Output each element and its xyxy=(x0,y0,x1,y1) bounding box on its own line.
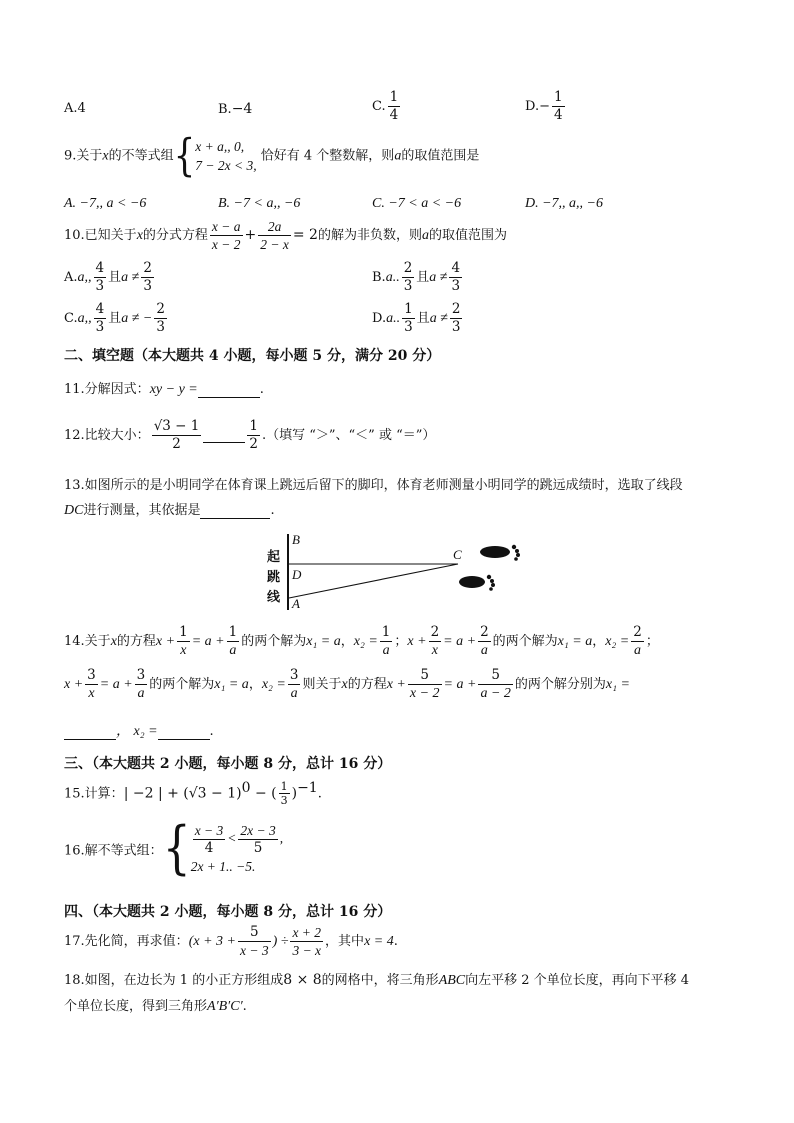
q17-end: . xyxy=(393,934,398,949)
q12-f2-num: 1 xyxy=(249,418,258,434)
q14-eq1-fn: 1 xyxy=(179,624,188,640)
q16-comma: , xyxy=(279,830,284,846)
q9-option-d: D. −7,, a,, −6 xyxy=(525,196,604,211)
point-d-label: D xyxy=(292,567,302,582)
q15-end: . xyxy=(317,786,322,802)
q8-c-fraction xyxy=(388,89,401,124)
q16-frac-1 xyxy=(193,822,226,857)
q16-f2-den: 5 xyxy=(253,840,263,856)
q11 xyxy=(64,378,264,398)
q18-line-1a: 18.如图，在边长为 1 的小正方形组成 xyxy=(64,973,284,988)
q14-eq3-frac-1 xyxy=(85,667,98,702)
q10-plus: + xyxy=(244,227,257,243)
q10-d-pre: a.. xyxy=(386,311,401,326)
q14-p8: 的两个解分别为 xyxy=(514,677,606,692)
q8-b-value: −4 xyxy=(231,101,253,117)
q14-eq2-frac-2 xyxy=(478,624,491,659)
q17-stem: 17.先化简，再求值： xyxy=(64,934,189,949)
q18-abc: ABC xyxy=(438,973,466,988)
q11-answer-blank[interactable] xyxy=(198,383,260,398)
q10-option-a xyxy=(64,260,156,295)
q11-end: . xyxy=(259,382,264,397)
q18-line-2b: . xyxy=(242,999,247,1014)
q10-b-n2: 4 xyxy=(451,260,461,276)
section-3-heading: 三、（本大题共 2 小题，每小题 8 分，总计 16 分） xyxy=(64,756,392,772)
q12-answer-blank[interactable] xyxy=(203,428,245,443)
q15-expr: | −2 | + (√3 − 1) xyxy=(123,785,242,802)
q14-line-3 xyxy=(64,720,214,740)
q9-a-var: a xyxy=(394,148,402,164)
q14-p6: 则关于 xyxy=(302,677,342,692)
q14-s2-sep: ， xyxy=(592,634,606,649)
q14-s2b: x₂ = xyxy=(605,634,630,649)
q14-eq4-m: = a + xyxy=(443,677,477,692)
q15-expr2: − ( xyxy=(250,785,277,802)
q10-a-ne: a ≠ xyxy=(121,270,140,285)
q10-a-pre: a,, xyxy=(77,270,92,285)
fig-start-line-char-3: 线 xyxy=(267,590,281,605)
q9-stem xyxy=(64,130,480,182)
q12-f2-den: 2 xyxy=(249,436,258,452)
q10-a-d1: 3 xyxy=(95,278,105,294)
q12-frac-2 xyxy=(247,418,260,453)
q14-s1bn: 1 xyxy=(381,624,391,640)
q8-d-den: 4 xyxy=(554,107,563,123)
q14-eq2-frac-1 xyxy=(429,624,442,659)
q14-s1-sep: ， xyxy=(340,634,354,649)
q10-d-n2: 2 xyxy=(451,301,461,317)
q14-eq2-fd: x xyxy=(431,643,438,658)
q10-f1-den: x − 2 xyxy=(211,237,241,252)
q14-end: . xyxy=(209,724,214,739)
q10-a-n1: 4 xyxy=(95,260,105,276)
q14-p2: 的方程 xyxy=(116,634,156,649)
q8-b-label: B. xyxy=(218,102,232,117)
q14-line-1 xyxy=(64,624,659,659)
q10-a-var: a xyxy=(421,228,429,243)
q15-exp1: −1 xyxy=(297,780,318,796)
q8-a-value: 4 xyxy=(77,101,86,116)
q14-p3: 的两个解为 xyxy=(241,634,307,649)
q9-system xyxy=(195,137,256,175)
q17-cond: x = 4 xyxy=(364,934,394,949)
q8-option-d xyxy=(525,89,567,124)
q15-fn: 1 xyxy=(280,780,288,794)
q10-b-ne: a ≠ xyxy=(429,270,448,285)
q9-text-1: 9.关于 xyxy=(64,148,103,164)
q10-d-d1: 3 xyxy=(404,319,413,335)
section-4-heading: 四、（本大题共 2 小题，每小题 8 分，总计 16 分） xyxy=(64,904,392,920)
q14-eq4-fd: x − 2 xyxy=(409,686,440,701)
q10-var: x xyxy=(136,228,143,243)
q14-s3b: x₂ = xyxy=(261,677,286,692)
q14-x1-blank[interactable] xyxy=(64,725,116,740)
q10-option-d xyxy=(372,301,464,336)
q9-text-2: 的不等式组 xyxy=(108,148,174,164)
q15-exp0: 0 xyxy=(241,780,251,796)
q10-eq: = 2 xyxy=(292,227,318,243)
q10-d-frac-2 xyxy=(450,301,463,336)
q18-line-1 xyxy=(64,969,689,989)
q9-option-b: B. −7 < a,, −6 xyxy=(218,196,301,211)
q14-x2: ， x₂ = xyxy=(116,724,158,739)
q14-eq3-fd: x xyxy=(88,686,95,701)
q14-p1: 14.关于 xyxy=(64,634,111,649)
q13-seg: DC xyxy=(64,503,84,518)
q16-f1-den: 4 xyxy=(204,840,214,856)
q14-semi-1: ； xyxy=(394,634,408,649)
q14-s1-frac xyxy=(380,624,393,659)
q14-p4: 的两个解为 xyxy=(492,634,558,649)
q10-text-1: 10.已知关于 xyxy=(64,228,137,243)
footprint-upper-icon xyxy=(480,545,520,561)
q16-frac-2 xyxy=(238,822,277,857)
q10-b-frac-2 xyxy=(449,260,462,295)
q14-eq2-fn: 2 xyxy=(430,624,440,640)
q14-eq1-l: x + xyxy=(155,634,176,649)
q9-var: x xyxy=(102,148,109,164)
q14-eq3-l: x + xyxy=(64,677,84,692)
q8-c-num: 1 xyxy=(389,89,399,105)
q14-p7: 的方程 xyxy=(347,677,387,692)
q14-s2bd: a xyxy=(634,643,642,658)
q10-a-frac-1 xyxy=(94,260,107,295)
q18-abc2: A′B′C′ xyxy=(207,999,243,1014)
long-jump-diagram xyxy=(262,530,532,614)
point-b-label: B xyxy=(292,532,300,547)
q10-text-2: 的分式方程 xyxy=(142,228,208,243)
q10-d-ne: a ≠ xyxy=(429,311,448,326)
q13-line-2-text: 进行测量，其依据是 xyxy=(83,503,201,518)
q10-stem xyxy=(64,218,507,253)
q10-d-label: D. xyxy=(372,311,387,326)
q10-f2-num: 2a xyxy=(258,218,291,236)
q14-eq2-m: = a + xyxy=(443,634,477,649)
q17-e2: ) ÷ xyxy=(272,934,289,949)
q8-d-fraction xyxy=(552,89,565,124)
q14-eq3-gd: a xyxy=(137,686,145,701)
q10-c-n1: 4 xyxy=(95,301,105,317)
q13-end: . xyxy=(270,503,275,518)
q13-figure xyxy=(262,530,532,614)
q14-eq4-gd: a − 2 xyxy=(480,686,511,701)
q12 xyxy=(64,418,435,453)
q10-a-mid: 且 xyxy=(108,270,122,285)
q10-a-d2: 3 xyxy=(143,278,152,294)
q15-fd: 3 xyxy=(280,794,288,808)
q10-c-d1: 3 xyxy=(95,319,105,335)
q17-frac-2 xyxy=(290,924,323,959)
q10-f2-den: 2 − x xyxy=(260,237,289,252)
q17-fd: x − 3 xyxy=(239,943,269,958)
q14-eq1-frac-2 xyxy=(227,624,240,659)
q15-stem: 15.计算： xyxy=(64,786,124,802)
q14-eq4-fn: 5 xyxy=(408,667,442,685)
point-a-label: A xyxy=(292,596,300,611)
q14-eq3-gn: 3 xyxy=(136,667,146,683)
q9-option-c: C. −7 < a < −6 xyxy=(372,196,462,211)
q14-line-2 xyxy=(64,667,630,702)
q14-eq3-fn: 3 xyxy=(87,667,96,683)
q14-x1: x₁ = xyxy=(605,677,630,692)
q10-frac-2 xyxy=(258,218,291,253)
q18-line-2a: 个单位长度，得到三角形 xyxy=(64,999,208,1014)
q14-eq1-gn: 1 xyxy=(228,624,238,640)
q14-s3-sep: ， xyxy=(248,677,262,692)
q16 xyxy=(64,815,284,882)
q18-grid: 8 × 8 xyxy=(283,972,322,988)
q14-eq1-fd: x xyxy=(180,643,187,658)
q10-a-n2: 2 xyxy=(143,260,152,276)
q18-line-2 xyxy=(64,995,247,1015)
q10-d-frac-1 xyxy=(402,301,415,336)
q14-eq1-m: = a + xyxy=(191,634,225,649)
q10-d-d2: 3 xyxy=(451,319,461,335)
q14-x-2: x xyxy=(341,677,348,692)
q10-frac-1 xyxy=(210,218,243,253)
q14-s2-frac xyxy=(631,624,644,659)
q14-eq3-frac-2 xyxy=(135,667,148,702)
q10-d-mid: 且 xyxy=(416,311,430,326)
q10-b-d1: 3 xyxy=(403,278,413,294)
q15 xyxy=(64,780,322,807)
q10-c-d2: 3 xyxy=(156,319,165,335)
q11-expr: xy − y = xyxy=(149,382,198,397)
q16-f2-num: 2x − 3 xyxy=(240,823,276,838)
q10-a-label: A. xyxy=(64,270,78,285)
q14-eq2-l: x + xyxy=(407,634,427,649)
q14-s2a: x₁ = a xyxy=(557,634,593,649)
q12-tail: .（填写 “＞”、“＜” 或 “＝”） xyxy=(261,428,436,443)
q14-eq3-m: = a + xyxy=(99,677,133,692)
q14-eq1-gd: a xyxy=(229,643,237,658)
q10-c-mid: 且 xyxy=(108,311,122,326)
q8-c-label: C. xyxy=(372,99,386,114)
q9-text-3: 恰好有 4 个整数解，则 xyxy=(260,148,395,164)
q14-x2-blank[interactable] xyxy=(158,725,210,740)
q16-brace: { xyxy=(162,815,191,882)
q10-c-n2: 2 xyxy=(156,301,165,317)
q8-d-num: 1 xyxy=(554,89,563,105)
fig-start-line-char-2: 跳 xyxy=(267,570,281,585)
q18-line-1b: 的网格中，将三角形 xyxy=(321,973,439,988)
q17-gd: 3 − x xyxy=(292,943,322,958)
q10-text-3: 的解为非负数，则 xyxy=(317,228,422,243)
q10-option-b xyxy=(372,260,464,295)
q17-gn: x + 2 xyxy=(292,925,322,940)
q15-expr3: ) xyxy=(291,785,298,802)
q9-brace: { xyxy=(173,130,196,182)
q13-line-2 xyxy=(64,499,275,519)
q18-line-1c: 向左平移 2 个单位长度，再向下平移 4 xyxy=(465,973,690,988)
q14-eq2-gn: 2 xyxy=(480,624,489,640)
q14-eq1-frac-1 xyxy=(177,624,190,659)
q10-option-c xyxy=(64,301,169,336)
q9-option-a: A. −7,, a < −6 xyxy=(64,196,147,211)
q17 xyxy=(64,924,398,959)
q10-c-frac-1 xyxy=(94,301,107,336)
q9-line-1: x + a,, 0, xyxy=(195,139,245,154)
q8-d-label: D. xyxy=(525,99,540,114)
q17-fn: 5 xyxy=(238,924,271,942)
q10-c-frac-2 xyxy=(154,301,167,336)
q14-eq4-gn: 5 xyxy=(478,667,512,685)
q14-s3bd: a xyxy=(290,686,298,701)
q9-line-2: 7 − 2x < 3, xyxy=(195,158,257,173)
q14-s3a: x₁ = a xyxy=(214,677,249,692)
q14-semi-2: ； xyxy=(645,634,659,649)
q10-c-label: C. xyxy=(64,311,78,326)
q12-f1-num: √3 − 1 xyxy=(153,418,200,434)
q14-eq4-frac-2 xyxy=(478,667,512,702)
q14-eq2-gd: a xyxy=(480,643,488,658)
q10-b-mid: 且 xyxy=(416,270,430,285)
q14-s3-frac xyxy=(288,667,301,702)
q10-b-n1: 2 xyxy=(403,260,413,276)
q16-line-1 xyxy=(191,822,283,857)
q10-b-pre: a.. xyxy=(385,270,400,285)
q10-text-4: 的取值范围为 xyxy=(428,228,507,243)
q16-system xyxy=(191,822,283,876)
q14-p5: 的两个解为 xyxy=(149,677,215,692)
q8-option-b xyxy=(218,101,252,117)
fig-start-line-char-1: 起 xyxy=(267,550,281,565)
q17-tail: ，其中 xyxy=(325,934,365,949)
q10-c-ne: a ≠ − xyxy=(121,311,153,326)
q14-s2bn: 2 xyxy=(633,624,642,640)
q17-frac-1 xyxy=(238,924,271,959)
q13-line-1: 13.如图所示的是小明同学在体育课上跳远后留下的脚印，体育老师测量小明同学的跳远成绩时，选取了线段 xyxy=(64,478,683,493)
q14-s1bd: a xyxy=(382,643,390,658)
q12-frac-1 xyxy=(152,418,202,453)
q10-a-frac-2 xyxy=(141,260,154,295)
q16-f1-num: x − 3 xyxy=(194,823,224,838)
q8-c-den: 4 xyxy=(389,107,399,123)
q8-option-c xyxy=(372,89,402,124)
footprint-lower-icon xyxy=(459,575,495,591)
q14-eq4-l: x + xyxy=(386,677,406,692)
q10-c-pre: a,, xyxy=(77,311,92,326)
q10-b-d2: 3 xyxy=(451,278,461,294)
q16-stem: 16.解不等式组： xyxy=(64,843,163,859)
q11-stem: 11.分解因式： xyxy=(64,382,150,397)
q10-b-frac-1 xyxy=(402,260,415,295)
point-c-label: C xyxy=(453,547,462,562)
q17-e1: (x + 3 + xyxy=(188,934,236,949)
q14-x: x xyxy=(110,634,117,649)
q16-lt: < xyxy=(227,830,237,846)
q16-line-2: 2x + 1.. −5. xyxy=(190,859,256,874)
q15-frac xyxy=(279,780,290,807)
q12-stem: 12.比较大小： xyxy=(64,428,150,443)
q14-s3bn: 3 xyxy=(289,667,299,683)
q8-d-sign: − xyxy=(539,99,550,114)
q12-f1-den: 2 xyxy=(172,436,181,452)
q8-a-label: A. xyxy=(64,101,78,116)
q10-b-label: B. xyxy=(372,270,386,285)
q14-eq4-frac-1 xyxy=(408,667,442,702)
q14-s1b: x₂ = xyxy=(353,634,378,649)
section-2-heading: 二、填空题（本大题共 4 小题，每小题 5 分，满分 20 分） xyxy=(64,348,441,364)
q13-answer-blank[interactable] xyxy=(200,504,270,519)
q10-d-n1: 1 xyxy=(404,301,413,317)
q8-option-a xyxy=(64,101,86,116)
q10-f1-num: x − a xyxy=(211,219,241,234)
q14-s1a: x₁ = a xyxy=(306,634,341,649)
q9-text-4: 的取值范围是 xyxy=(401,148,480,164)
